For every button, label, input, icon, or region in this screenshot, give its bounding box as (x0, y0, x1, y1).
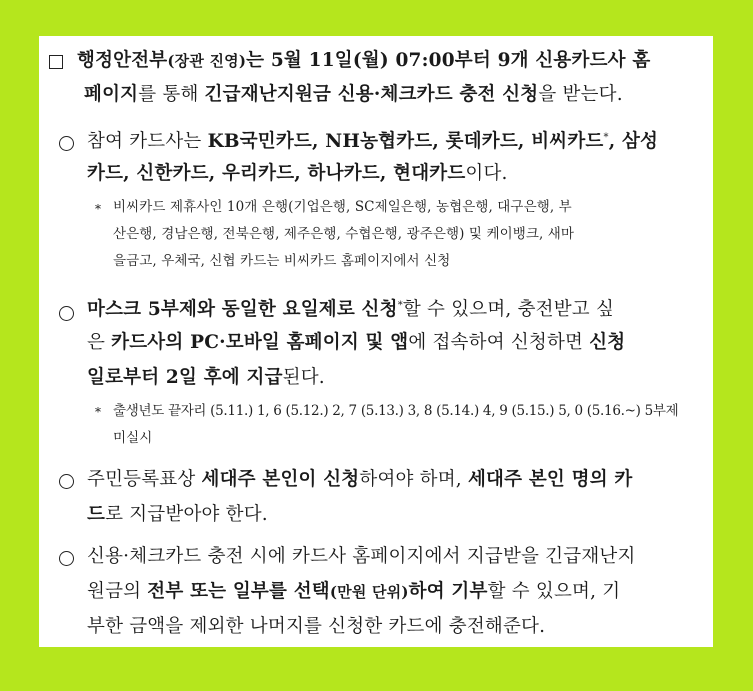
card-companies-line-2 (87, 162, 508, 186)
schedule-line-2 (87, 331, 625, 355)
text-fragment: 된다. (282, 367, 325, 388)
circle-bullet-icon (59, 551, 74, 566)
card-company-list-3: 카드, 신한카드, 우리카드, 하나카드, 현대카드 (87, 163, 466, 184)
announcement-schedule: 는 5월 11일(월) 07:00부터 9개 신용카드사 홈 (246, 50, 651, 71)
card-company-list-2: , 삼성 (608, 131, 659, 152)
circle-bullet-icon (59, 474, 74, 489)
square-bullet-icon (49, 55, 63, 69)
householder-line-2 (87, 503, 268, 527)
text-fragment: 에 접속하여 신청하면 (408, 332, 590, 353)
donation-word: 하여 기부 (408, 581, 488, 602)
payment-timing: 일로부터 2일 후에 지급 (87, 367, 283, 388)
text-fragment: 이다. (465, 163, 508, 184)
donation-line-3 (87, 615, 545, 639)
donation-line-1 (87, 545, 636, 569)
schedule-line-1 (87, 298, 614, 322)
householder-rule: 세대주 본인이 신청 (201, 469, 360, 490)
text-fragment: 드 (87, 504, 106, 525)
footnote-star: * (95, 202, 101, 216)
homepage-word: 페이지 (84, 84, 139, 105)
footnote-star: * (95, 405, 101, 419)
minister-name: (장관 진영) (167, 52, 247, 70)
footnote-line-1: 출생년도 끝자리 (5.11.) 1, 6 (5.12.) 2, 7 (5.13.) 3, 8 (5.14.) 4, 9 (5.15.) 5, 0 (5.16.~) 5부제 (113, 403, 679, 419)
circle-bullet-icon (59, 306, 74, 321)
text-fragment: 부한 금액을 제외한 나머지를 신청한 카드에 충전해준다. (87, 616, 546, 637)
announcement-line-2 (84, 83, 623, 107)
application-channels: 카드사의 PC·모바일 홈페이지 및 앱 (111, 332, 409, 353)
text-fragment: 로 지급받아야 한다. (105, 504, 268, 525)
footnote-line-3: 을금고, 우체국, 신협 카드는 비씨카드 홈페이지에서 신청 (113, 253, 451, 269)
householder-line-1 (87, 468, 632, 492)
announcement-line-1 (77, 49, 650, 73)
ministry-name: 행정안전부 (77, 50, 168, 71)
householder-card-rule: 세대주 본인 명의 카 (467, 469, 633, 490)
text-fragment: 하여야 하며, (359, 469, 468, 490)
text-fragment: 주민등록표상 (87, 469, 202, 490)
text-fragment: 를 통해 (138, 84, 205, 105)
card-company-list-1: KB국민카드, NH농협카드, 롯데카드, 비씨카드 (207, 131, 604, 152)
text-fragment: 을 받는다. (538, 84, 623, 105)
donation-line-2 (87, 580, 620, 604)
footnote-line-1: 비씨카드 제휴사인 10개 은행(기업은행, SC제일은행, 농협은행, 대구은행, 부 (113, 199, 572, 215)
text-fragment: 신청 (589, 332, 626, 353)
text-fragment: 참여 카드사는 (87, 131, 208, 152)
text-fragment: 할 수 있으며, 충전받고 싶 (402, 299, 615, 320)
text-fragment: 신용·체크카드 충전 시에 카드사 홈페이지에서 지급받을 긴급재난지 (87, 546, 636, 567)
text-fragment: 원금의 (87, 581, 148, 602)
footnote-line-2: 미실시 (113, 430, 153, 446)
donation-unit: (만원 단위) (329, 583, 409, 601)
donation-choice: 전부 또는 일부를 선택 (147, 581, 330, 602)
text-fragment: 할 수 있으며, 기 (487, 581, 621, 602)
card-companies-line-1 (87, 130, 658, 154)
footnote-marker: * (397, 300, 403, 311)
footnote-marker: * (603, 132, 609, 143)
document-page (39, 36, 713, 647)
schedule-line-3 (87, 366, 325, 390)
mask-rotation-rule: 마스크 5부제와 동일한 요일제로 신청 (87, 299, 398, 320)
footnote-line-2: 산은행, 경남은행, 전북은행, 제주은행, 수협은행, 광주은행) 및 케이뱅크, 새마 (113, 226, 575, 242)
text-fragment: 은 (87, 332, 112, 353)
application-subject: 긴급재난지원금 신용·체크카드 충전 신청 (204, 84, 539, 105)
circle-bullet-icon (59, 136, 74, 151)
